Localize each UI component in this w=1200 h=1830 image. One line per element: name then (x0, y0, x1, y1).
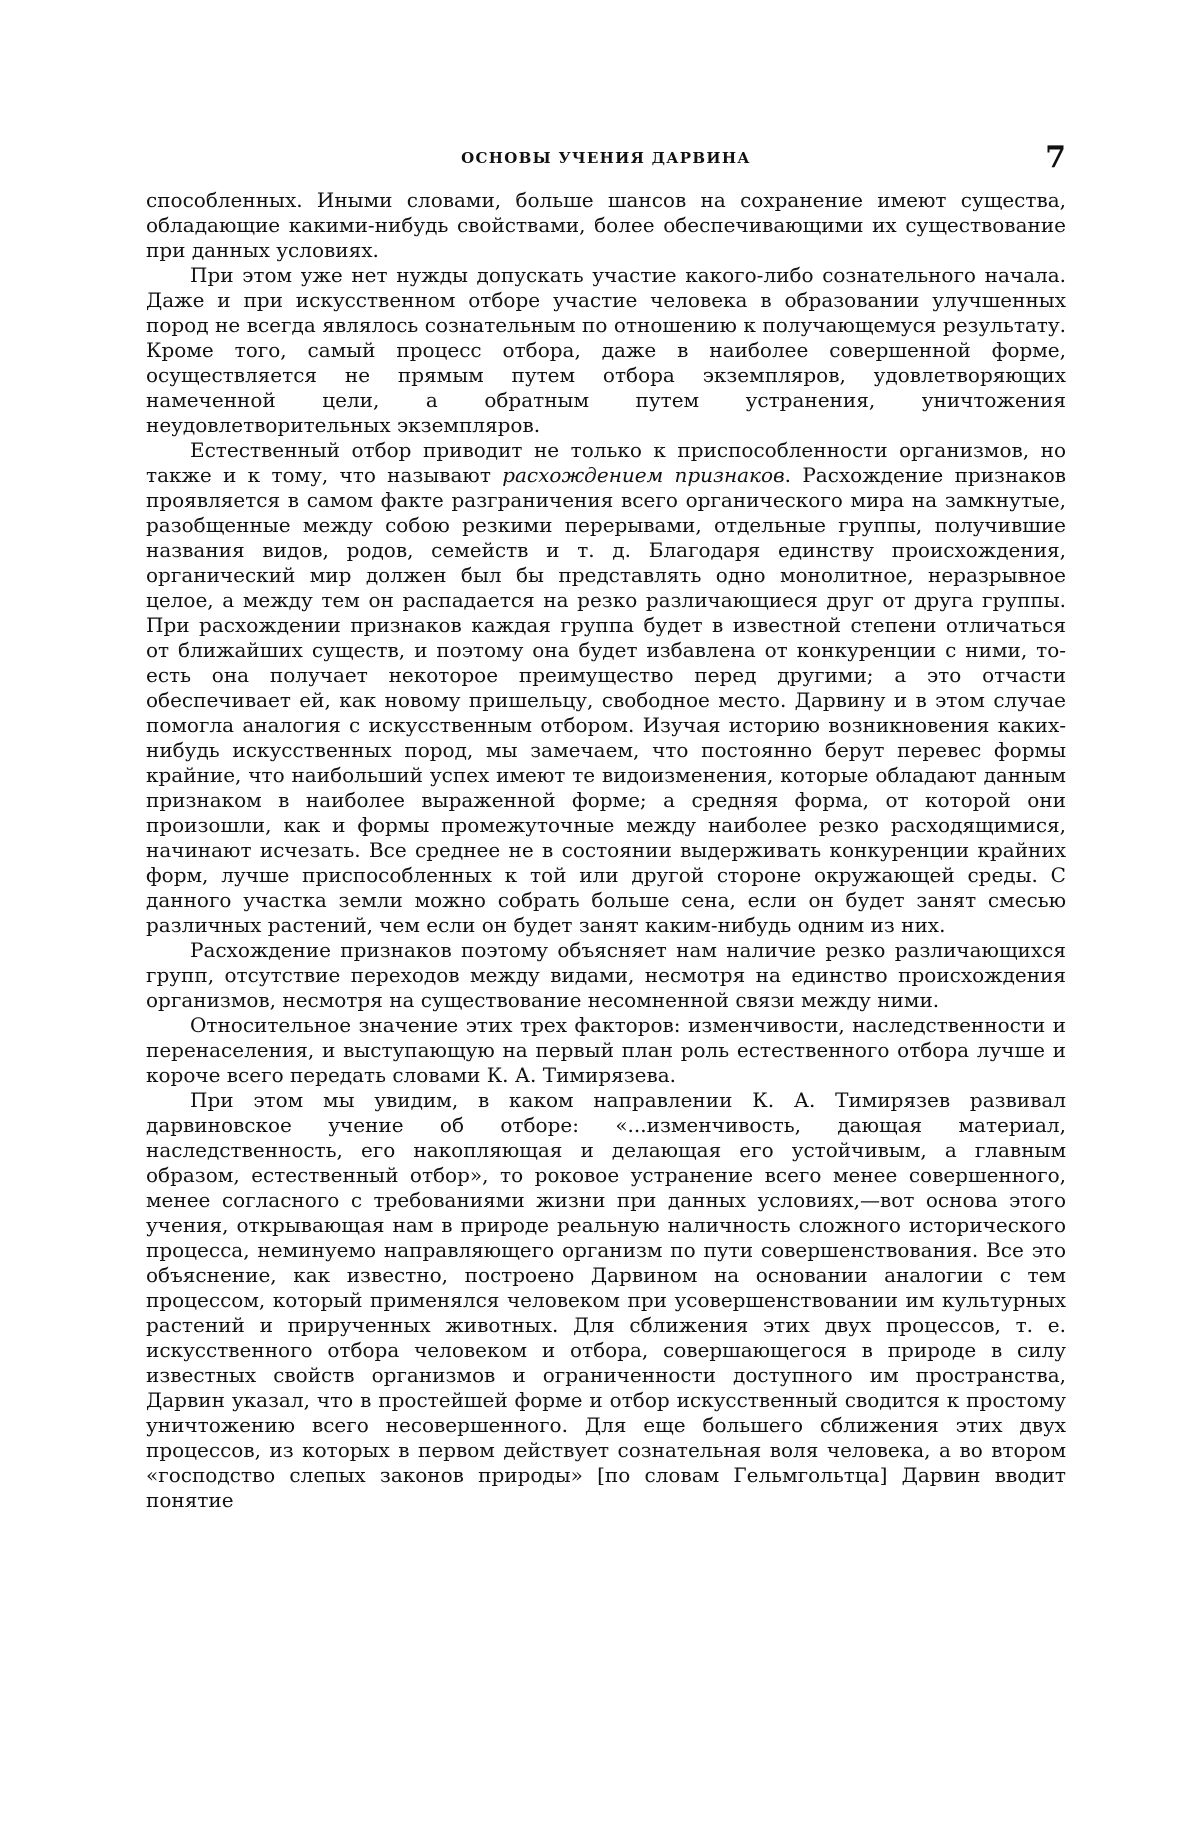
running-title: ОСНОВЫ УЧЕНИЯ ДАРВИНА (146, 149, 1066, 167)
body-text (146, 188, 1066, 1513)
page-number: 7 (1045, 143, 1066, 173)
paragraph-4: Расхождение признаков поэтому объясняет нам наличие резко различающихся групп, отсутствие переходов между видами, несмотря на единство происхождения организмов, несмотря на существование несомненной связи между ними. (146, 938, 1066, 1013)
paragraph-3-start: Естественный отбор приводит не только к приспособленности организмов, но также и к тому, что называют (146, 438, 1066, 487)
paragraph-3-rest: . Расхождение признаков проявляется в самом факте разграничения всего органического мира на замкнутые, разобщенные между собою резкими перерывами, отдельные группы, получившие названия видов, родов, семейств и т. д. Благодаря единству происхождения, органический мир должен был бы представлять одно монолитное, неразрывное целое, а между тем он распадается на резко различающиеся друг от друга группы. При расхождении признаков каждая группа будет в известной степени отличаться от ближайших существ, и поэтому она будет избавлена от конкуренции с ними, то-есть она получает некоторое преимущество перед другими; а это отчасти обеспечивает ей, как новому пришельцу, свободное место. Дарвину и в этом случае помогла аналогия с искусственным отбором. Изучая историю возникновения каких-нибудь искусственных пород, мы замечаем, что постоянно берут перевес формы крайние, что наибольший успех имеют те видоизменения, которые обладают данным признаком в наиболее выраженной форме; а средняя форма, от которой они произошли, как и формы промежуточные между наиболее резко расходящимися, начинают исчезать. Все среднее не в состоянии выдерживать конкуренции крайних форм, лучше приспособленных к той или другой стороне окружающей среды. С данного участка земли можно собрать больше сена, если он будет занят смесью различных растений, чем если он будет занят каким-нибудь одним из них. (146, 463, 1066, 937)
paragraph-6: При этом мы увидим, в каком направлении К. А. Тимирязев развивал дарвиновское учение об отборе: «...изменчивость, дающая материал, наследственность, его накопляющая и делающая его устойчивым, а главным образом, естественный отбор», то роковое устранение всего менее совершенного, менее согласного с требованиями жизни при данных условиях,—вот основа этого учения, открывающая нам в природе реальную наличность сложного исторического процесса, неминуемо направляющего организм по пути совершенствования. Все это объяснение, как известно, построено Дарвином на основании аналогии с тем процессом, который применялся человеком при усовершенствовании им культурных растений и прирученных животных. Для сближения этих двух процессов, т. е. искусственного отбора человеком и отбора, совершающегося в природе в силу известных свойств организмов и ограниченности доступного им пространства, Дарвин указал, что в простейшей форме и отбор искусственный сводится к простому уничтожению всего несовершенного. Для еще большего сближения этих двух процессов, из которых в первом действует сознательная воля человека, а во втором «господство слепых законов природы» [по словам Гельмгольтца] Дарвин вводит понятие (146, 1088, 1066, 1513)
paragraph-1: способленных. Иными словами, больше шансов на сохранение имеют существа, обладающие какими-нибудь свойствами, более обеспечивающими их существование при данных условиях. (146, 188, 1066, 263)
book-page (0, 0, 1200, 1830)
term-divergence-of-characters: расхождением признаков (502, 463, 784, 487)
paragraph-5: Относительное значение этих трех факторов: изменчивости, наследственности и перенаселения, и выступающую на первый план роль естественного отбора лучше и короче всего передать словами К. А. Тимирязева. (146, 1013, 1066, 1088)
paragraph-2: При этом уже нет нужды допускать участие какого-либо сознательного начала. Даже и при искусственном отборе участие человека в образовании улучшенных пород не всегда являлось сознательным по отношению к получающемуся результату. Кроме того, самый процесс отбора, даже в наиболее совершенной форме, осуществляется не прямым путем отбора экземпляров, удовлетворяющих намеченной цели, а обратным путем устранения, уничтожения неудовлетворительных экземпляров. (146, 263, 1066, 438)
page-header (146, 143, 1066, 183)
paragraph-3 (146, 438, 1066, 938)
